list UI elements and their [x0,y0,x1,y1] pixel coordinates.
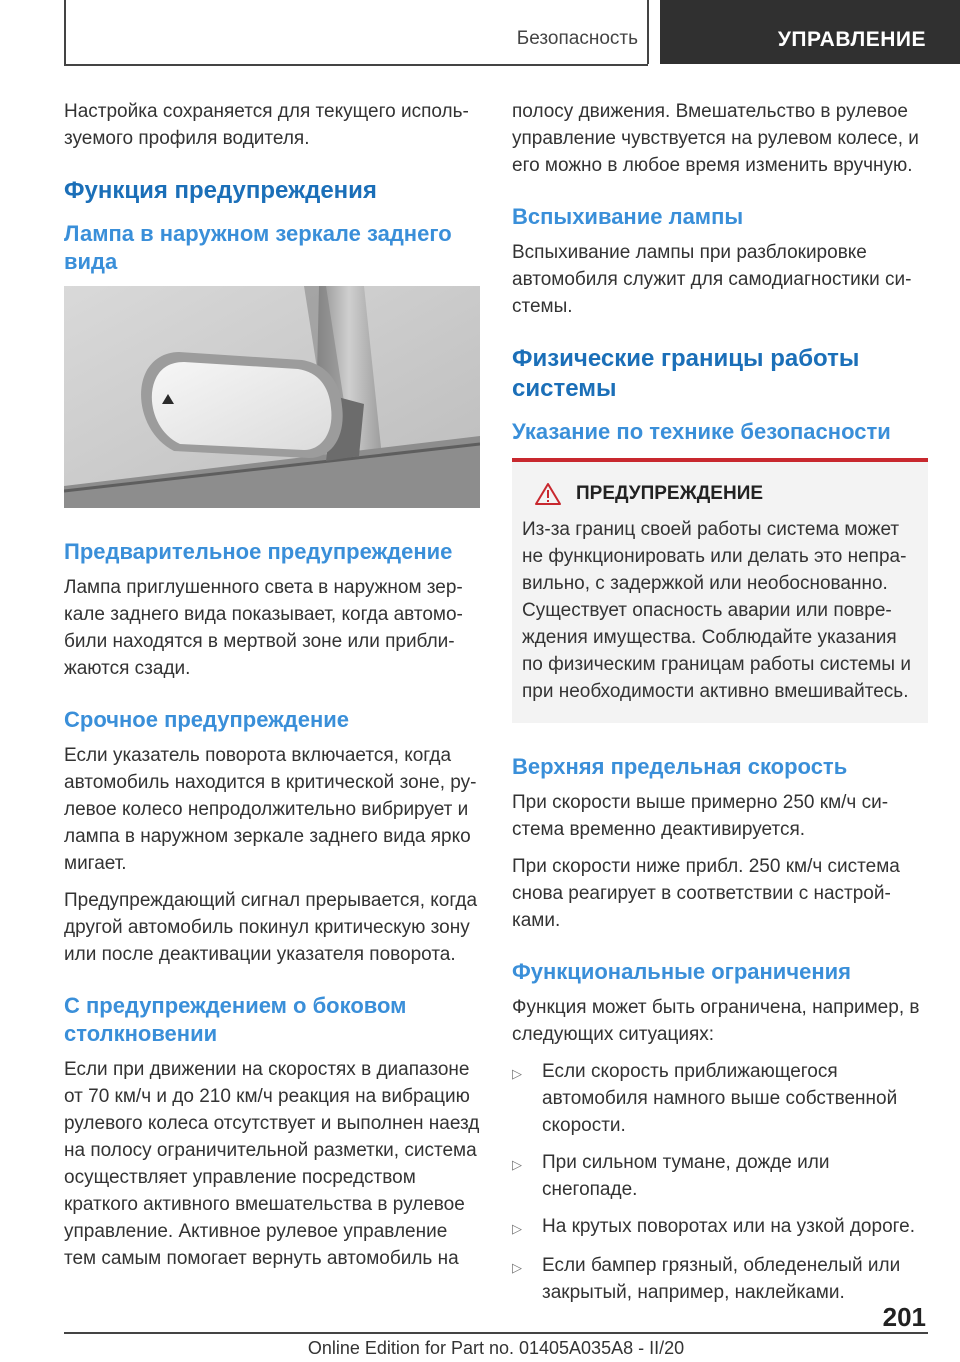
heading-safety-note: Указание по технике безопасности [512,419,891,444]
urgent-warning-text-1: Если указатель поворота включается, когда автомобиль находится в критической зоне, рулевое колесо непродолжительно вибрирует и лампа в наружном зеркале заднего вида ярко мигает. [64,745,477,874]
intro-paragraph: Настройка сохраняется для текущего используемого профиля водителя. [64,101,469,149]
pre-warning-text: Лампа приглушенного света в наружном зеркале заднего вида показывает, когда автомобили находятся в мертвой зоне или приближаются сзади. [64,577,463,679]
urgent-warning-text-2: Предупреждающий сигнал прерывается, когда другой автомобиль покинул критическую зону или после деактивации указателя поворота. [64,890,478,965]
heading-functional-limits: Функциональные ограничения [512,959,851,984]
left-column [64,98,480,1282]
header-left-rule [64,0,66,64]
heading-lamp-flash: Вспыхивание лампы [512,204,744,229]
list-item: ▷ Если бампер грязный, обледенелый или закрытый, например, наклейками. [512,1252,928,1306]
upper-speed-text-2: При скорости ниже прибл. 250 км/ч система снова реагирует в соответствии с настройками. [512,856,900,931]
mirror-illustration [64,286,480,508]
heading-side-collision: С предупреждением о боковом столкновении [64,993,407,1046]
mirror-photo [64,286,480,508]
continued-paragraph: полосу движения. Вмешательство в рулевое управление чувствуется на рулевом колесе, и его можно в любое время изменить вручную. [512,101,919,176]
footer-rule [64,1332,928,1334]
heading-mirror-lamp: Лампа в наружном зеркале заднего вида [64,221,452,274]
lamp-flash-text: Вспыхивание лампы при разблокировке автомобиля служит для самодиагностики системы. [512,242,912,317]
page-number: 201 [882,1302,926,1332]
section-title: Безопасность [516,28,638,49]
warning-text: Из-за границ своей работы система может не функционировать или делать это неправильно, с задержкой или необоснованно. Существует опасность аварии или повреждения имущества. Соблюдайте указания по физическим границам работы системы и при необходимости активно вмешивайтесь. [522,519,911,702]
right-column [512,98,928,1316]
bullet-triangle-icon: ▷ [512,1066,522,1081]
functional-limits-text: Функция может быть ограничена, например, в следующих ситуациях: [512,997,920,1045]
warning-triangle-icon [534,482,562,506]
list-item: ▷ При сильном тумане, дожде или снегопаде. [512,1149,928,1203]
bullet-triangle-icon: ▷ [512,1157,522,1172]
bullet-triangle-icon: ▷ [512,1260,522,1275]
heading-warning-function: Функция предупреждения [64,177,377,204]
heading-pre-warning: Предварительное предупреждение [64,539,453,564]
list-item: ▷ На крутых поворотах или на узкой дороге. [512,1213,928,1242]
warning-title: ПРЕДУПРЕЖДЕНИЕ [576,483,764,504]
functional-limits-list [512,1058,928,1306]
list-item: ▷ Если скорость приближающегося автомобиля намного выше собственной скорости. [512,1058,928,1139]
edition-footer: Online Edition for Part no. 01405A035A8 - II/20 [307,1338,685,1358]
header-underline [64,64,648,66]
heading-urgent-warning: Срочное предупреждение [64,707,350,732]
upper-speed-text-1: При скорости выше примерно 250 км/ч система временно деактивируется. [512,792,889,840]
bullet-triangle-icon: ▷ [512,1221,522,1236]
chapter-tab: УПРАВЛЕНИЕ [660,0,960,64]
header-divider [647,0,649,64]
heading-system-limits: Физические границы работы системы [512,345,860,402]
warning-box [512,458,928,723]
side-collision-text: Если при движении на скоростях в диапазоне от 70 км/ч и до 210 км/ч реакция на вибрацию рулевого колеса отсутствует и выполнен наезд на полосу ограничительной разметки, система осуществляет управление посредством краткого активного вмешательства в рулевое управление. Активное рулевое управление тем самым помогает вернуть автомобиль на [64,1059,480,1269]
heading-upper-speed: Верхняя предельная скорость [512,754,848,779]
